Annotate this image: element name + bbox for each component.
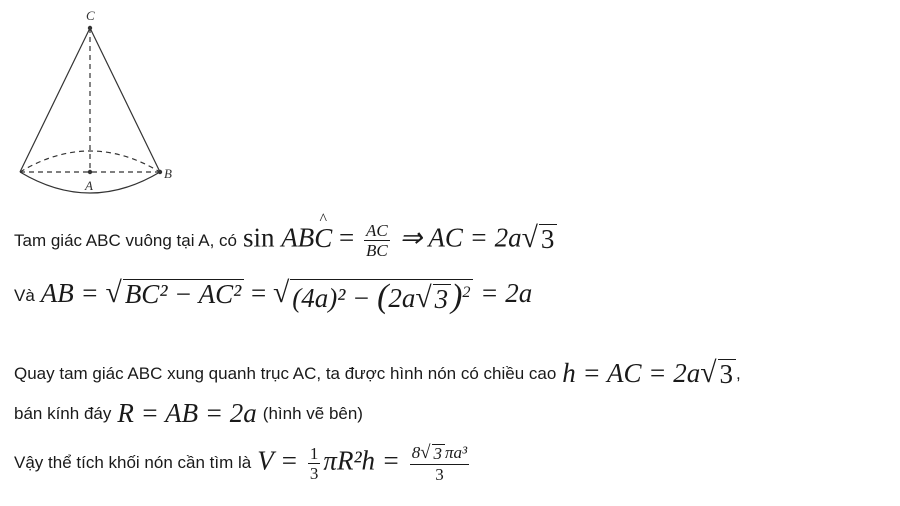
lhs: AB = [40, 278, 99, 308]
fraction-result: 8 √ 3 πa³ 3 [411, 442, 468, 484]
text: Và [14, 285, 35, 305]
radicand: 3 [539, 224, 558, 254]
fraction-ac-bc [364, 222, 390, 259]
line-volume [14, 444, 472, 483]
denominator: BC [366, 241, 388, 260]
cone-edge-right [90, 28, 160, 172]
angle-letters: AB [281, 222, 315, 253]
inner-a: (4a)² − [292, 283, 371, 313]
inner-radicand: 3 [433, 284, 452, 314]
lhs: V = [257, 445, 299, 476]
height-expression: h = AC = 2a [562, 358, 701, 388]
result: = 2a [480, 278, 533, 308]
numerator: 1 [309, 443, 319, 463]
sin-fn: sin [243, 222, 275, 253]
equals: = [251, 278, 267, 308]
volume-expression [257, 444, 472, 483]
text: Quay tam giác ABC xung quanh trục AC, ta được hình nón có chiều cao [14, 363, 557, 383]
line-radius [14, 398, 363, 429]
text: bán kính đáy [14, 403, 112, 423]
text: Vậy thể tích khối nón cần tìm là [14, 453, 252, 473]
num-coef: 8 [411, 443, 421, 462]
text: Tam giác ABC vuông tại A, có [14, 230, 238, 250]
line-ab-computation [14, 278, 532, 314]
radius-expression: R = AB = 2a [117, 398, 257, 428]
label-c: C [86, 8, 95, 23]
result: ⇒ AC = 2a [399, 222, 522, 253]
num-tail: πa³ [445, 443, 468, 462]
radicand: 3 [718, 359, 737, 389]
numerator: AC [366, 221, 388, 240]
cone-figure [0, 0, 200, 200]
label-a: A [85, 178, 93, 193]
denominator: 3 [435, 464, 444, 484]
math-expression: AB = √ BC² − AC² = √ (4a)² − (2a √ 3 )$^2$ = 2a [40, 277, 533, 315]
fraction-one-third [308, 445, 321, 482]
angle-vertex: ^ C [314, 223, 332, 254]
middle: πR²h = [323, 445, 401, 476]
line-height: Quay tam giác ABC xung quanh trục AC, ta được hình nón có chiều cao h = AC = 2a √ 3 , [14, 356, 741, 389]
cone-edge-left [20, 28, 90, 172]
figure-note: (hình vẽ bên) [262, 403, 363, 423]
equals: = [339, 222, 355, 253]
denominator: 3 [309, 463, 319, 483]
label-b: B [164, 166, 172, 181]
num-radicand: 3 [432, 444, 446, 463]
comma: , [736, 363, 741, 383]
radicand-1: BC² − AC² [123, 279, 244, 309]
line-sin-relation [14, 222, 557, 259]
radicand-2: (4a)² − (2a √ 3 )$^2$ [290, 279, 473, 314]
math-expression: sin AB^ C = $\frac{AC}{BC}$ ⇒ AC = 2a √ 3 [243, 222, 557, 259]
inner-b: 2a [388, 283, 416, 313]
